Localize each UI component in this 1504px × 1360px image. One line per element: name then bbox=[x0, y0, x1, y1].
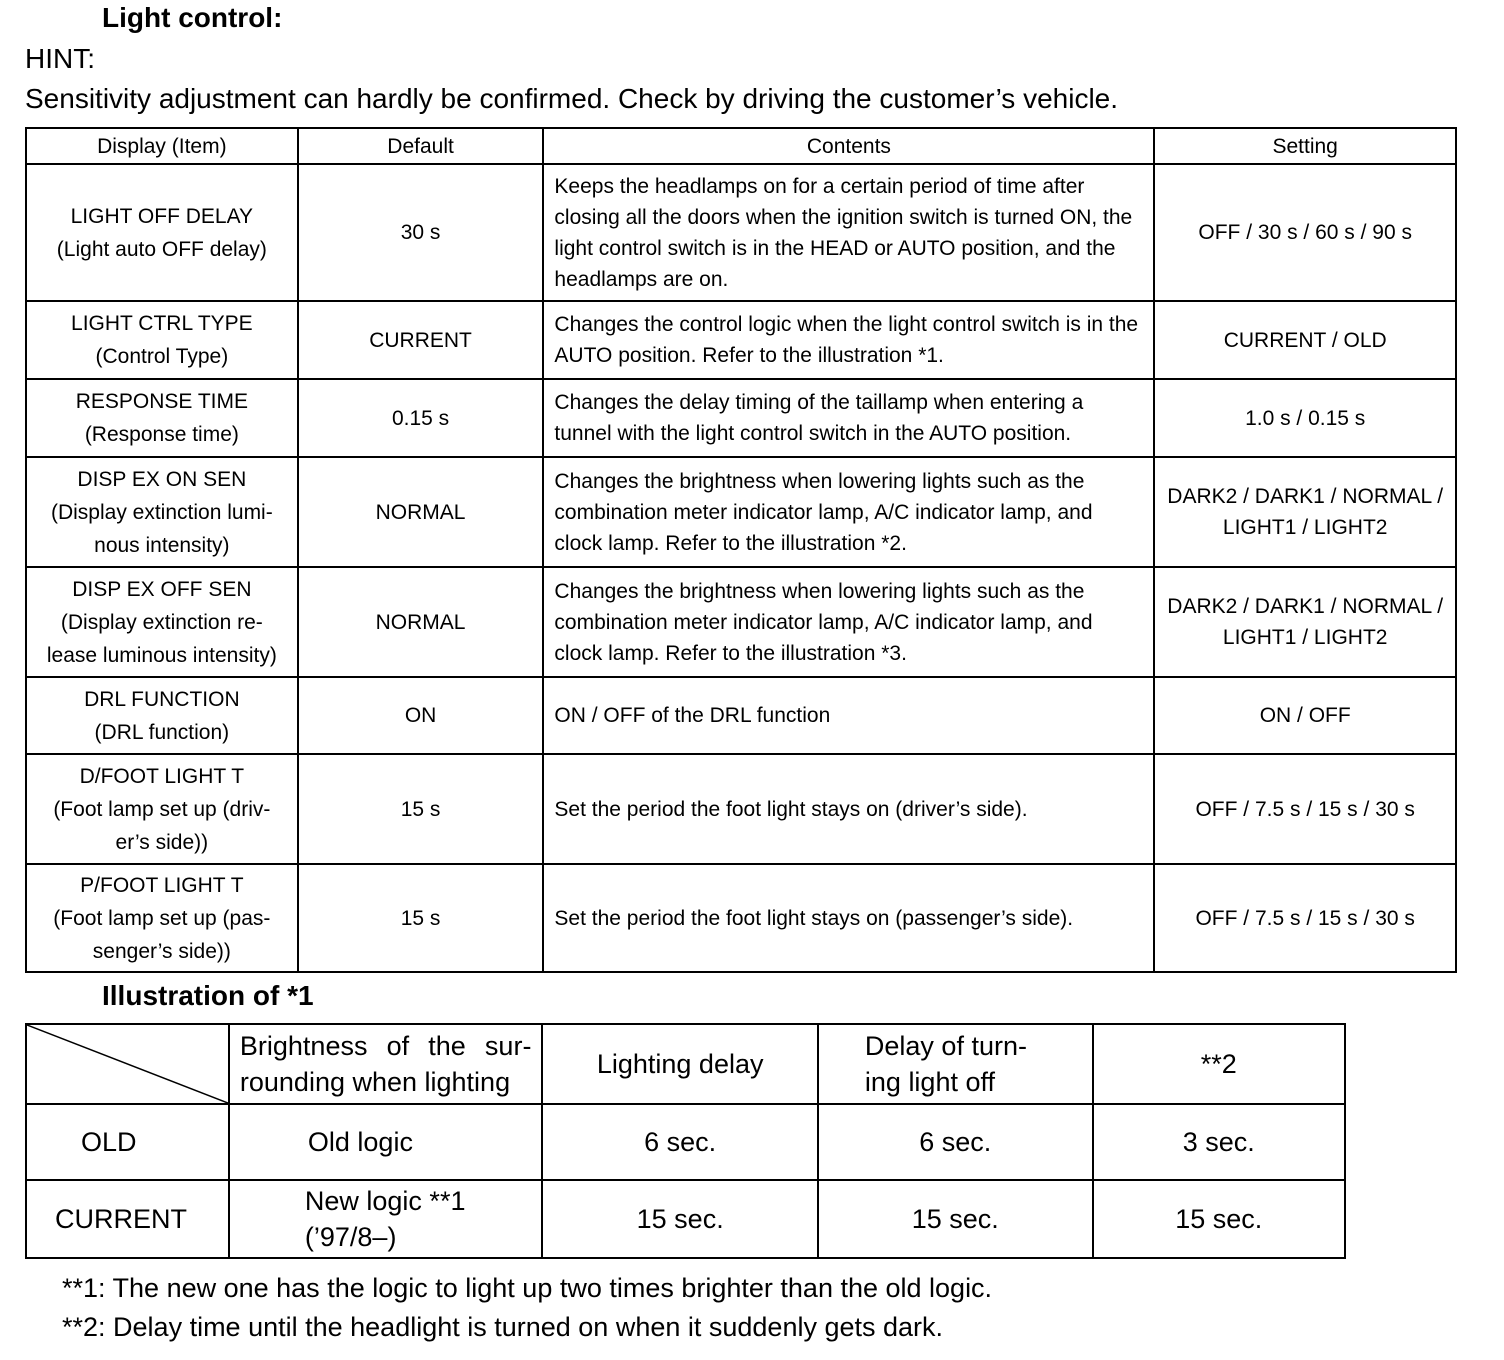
table-row bbox=[26, 379, 1456, 457]
table-row bbox=[26, 567, 1456, 677]
default-cell: 30 s bbox=[298, 164, 544, 301]
item-description: (DRL function) bbox=[94, 720, 230, 744]
table-row bbox=[26, 1104, 1345, 1180]
table-row bbox=[26, 864, 1456, 972]
item-cell bbox=[26, 754, 298, 864]
brightness-date: (’97/8–) bbox=[304, 1222, 397, 1252]
table-row bbox=[26, 1180, 1345, 1258]
item-cell bbox=[26, 301, 298, 379]
item-description: (Light auto OFF delay) bbox=[56, 237, 267, 261]
item-cell bbox=[26, 164, 298, 301]
off-delay-cell: 15 sec. bbox=[818, 1180, 1093, 1258]
item-description: (Display extinction lumi-nous intensity) bbox=[50, 500, 273, 557]
diagonal-line bbox=[27, 1025, 228, 1103]
column-header-display: Display (Item) bbox=[26, 128, 298, 164]
illustration-title: Illustration of *1 bbox=[102, 980, 314, 1011]
default-cell: 0.15 s bbox=[298, 379, 544, 457]
lighting-delay-cell: 15 sec. bbox=[542, 1180, 817, 1258]
setting-cell: OFF / 7.5 s / 15 s / 30 s bbox=[1154, 864, 1456, 972]
setting-cell: OFF / 30 s / 60 s / 90 s bbox=[1154, 164, 1456, 301]
item-description: (Foot lamp set up (driv-er’s side)) bbox=[53, 797, 271, 854]
item-name: RESPONSE TIME bbox=[75, 390, 249, 413]
brightness-value: New logic **1 bbox=[304, 1186, 466, 1216]
default-cell: 15 s bbox=[298, 754, 544, 864]
table-row bbox=[26, 677, 1456, 754]
header-off-delay: Delay of turn-ing light off bbox=[818, 1024, 1093, 1104]
column-header-contents: Contents bbox=[543, 128, 1154, 164]
contents-cell: Keeps the headlamps on for a certain period of time after closing all the doors when the ignition switch is turned ON, the light control switch is in the HEAD or AUTO position, and the headlamps are on. bbox=[543, 164, 1154, 301]
table-row bbox=[26, 457, 1456, 567]
default-cell: 15 s bbox=[298, 864, 544, 972]
item-name: LIGHT CTRL TYPE bbox=[71, 312, 253, 335]
default-cell: NORMAL bbox=[298, 567, 544, 677]
default-cell: NORMAL bbox=[298, 457, 544, 567]
setting-cell: DARK2 / DARK1 / NORMAL / LIGHT1 / LIGHT2 bbox=[1154, 567, 1456, 677]
illustration-header-row bbox=[26, 1024, 1345, 1104]
contents-cell: Set the period the foot light stays on (driver’s side). bbox=[543, 754, 1154, 864]
setting-cell: DARK2 / DARK1 / NORMAL / LIGHT1 / LIGHT2 bbox=[1154, 457, 1456, 567]
item-name: DISP EX ON SEN bbox=[77, 467, 247, 491]
footnote-2: **2: Delay time until the headlight is turned on when it suddenly gets dark. bbox=[62, 1312, 944, 1342]
item-description: (Response time) bbox=[84, 423, 239, 446]
light-control-table bbox=[25, 127, 1457, 973]
note-2-cell: 3 sec. bbox=[1093, 1104, 1345, 1180]
setting-cell: ON / OFF bbox=[1154, 677, 1456, 754]
brightness-cell bbox=[229, 1180, 543, 1258]
illustration-table bbox=[25, 1023, 1346, 1259]
row-label: CURRENT bbox=[26, 1180, 229, 1258]
contents-cell: Changes the brightness when lowering lights such as the combination meter indicator lamp, A/C indicator lamp, and clock lamp. Refer to the illustration *3. bbox=[543, 567, 1154, 677]
contents-cell: Changes the brightness when lowering lights such as the combination meter indicator lamp, A/C indicator lamp, and clock lamp. Refer to the illustration *2. bbox=[543, 457, 1154, 567]
item-cell bbox=[26, 567, 298, 677]
table-header-row bbox=[26, 128, 1456, 164]
header-brightness: Brightness of the sur-rounding when lighting bbox=[229, 1024, 543, 1104]
item-name: DRL FUNCTION bbox=[84, 687, 240, 711]
item-name: D/FOOT LIGHT T bbox=[79, 764, 245, 788]
contents-cell: Set the period the foot light stays on (passenger’s side). bbox=[543, 864, 1154, 972]
column-header-default: Default bbox=[298, 128, 544, 164]
off-delay-cell: 6 sec. bbox=[818, 1104, 1093, 1180]
brightness-cell: Old logic bbox=[229, 1104, 543, 1180]
default-cell: ON bbox=[298, 677, 544, 754]
item-cell bbox=[26, 379, 298, 457]
item-description: (Display extinction re-lease luminous intensity) bbox=[46, 610, 277, 667]
contents-cell: ON / OFF of the DRL function bbox=[543, 677, 1154, 754]
item-name: DISP EX OFF SEN bbox=[72, 577, 252, 601]
page-title: Light control: bbox=[102, 2, 283, 33]
item-name: P/FOOT LIGHT T bbox=[80, 873, 244, 897]
setting-cell: 1.0 s / 0.15 s bbox=[1154, 379, 1456, 457]
item-name: LIGHT OFF DELAY bbox=[70, 204, 254, 228]
item-cell bbox=[26, 677, 298, 754]
default-cell: CURRENT bbox=[298, 301, 544, 379]
hint-text: Sensitivity adjustment can hardly be confirmed. Check by driving the customer’s vehicle. bbox=[25, 83, 1119, 114]
lighting-delay-cell: 6 sec. bbox=[542, 1104, 817, 1180]
table-row bbox=[26, 754, 1456, 864]
contents-cell: Changes the delay timing of the taillamp when entering a tunnel with the light control switch in the AUTO position. bbox=[543, 379, 1154, 457]
column-header-setting: Setting bbox=[1154, 128, 1456, 164]
item-cell bbox=[26, 864, 298, 972]
footnote-1: **1: The new one has the logic to light up two times brighter than the old logic. bbox=[62, 1273, 993, 1303]
header-lighting-delay: Lighting delay bbox=[542, 1024, 817, 1104]
item-description: (Foot lamp set up (pas-senger’s side)) bbox=[53, 906, 271, 963]
contents-cell: Changes the control logic when the light control switch is in the AUTO position. Refer to the illustration *1. bbox=[543, 301, 1154, 379]
hint-label: HINT: bbox=[25, 43, 95, 74]
item-cell bbox=[26, 457, 298, 567]
table-row bbox=[26, 164, 1456, 301]
table-row bbox=[26, 301, 1456, 379]
diagonal-corner-cell bbox=[26, 1024, 229, 1104]
setting-cell: CURRENT / OLD bbox=[1154, 301, 1456, 379]
note-2-cell: 15 sec. bbox=[1093, 1180, 1345, 1258]
setting-cell: OFF / 7.5 s / 15 s / 30 s bbox=[1154, 754, 1456, 864]
row-label: OLD bbox=[26, 1104, 229, 1180]
header-note-2: **2 bbox=[1093, 1024, 1345, 1104]
item-description: (Control Type) bbox=[95, 345, 229, 368]
